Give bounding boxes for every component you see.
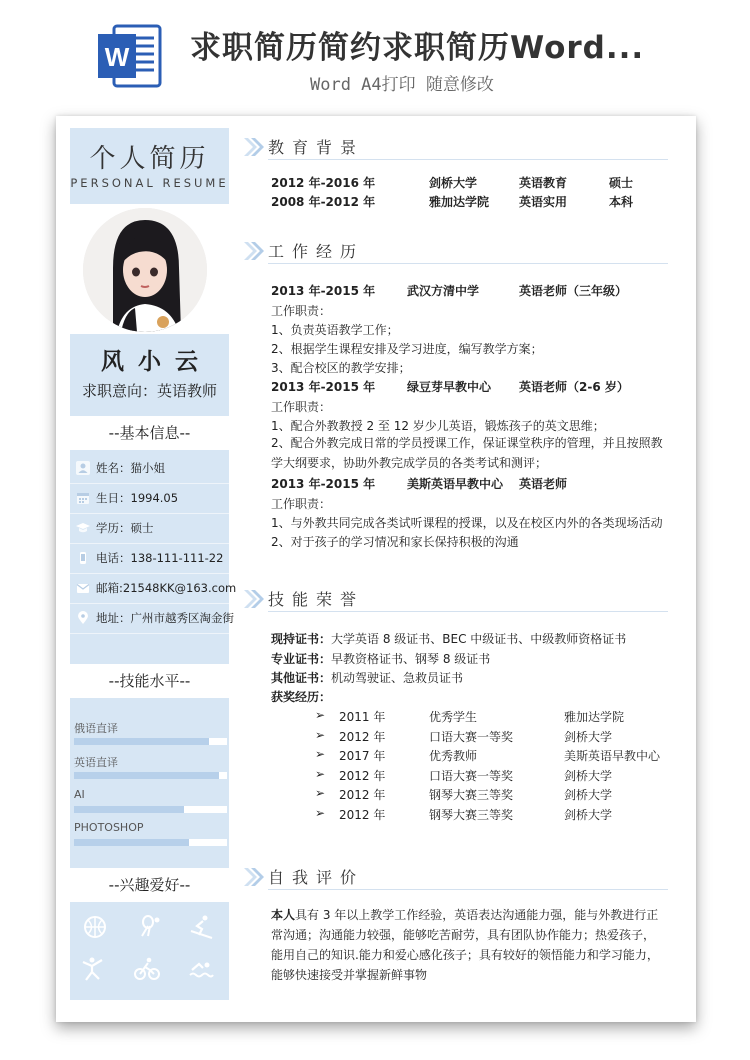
edu-period: 2012 年-2016 年 (271, 176, 376, 190)
phone-icon (76, 551, 90, 565)
cert-row (271, 650, 490, 667)
location-pin-icon (76, 611, 90, 625)
award-name: 口语大赛一等奖 (429, 768, 514, 783)
cert-label: 其他证书： (271, 671, 332, 685)
award-year: 2012 年 (339, 768, 386, 783)
avatar (83, 208, 207, 332)
info-education: 学历：硕士 (96, 521, 154, 535)
info-name: 姓名：猫小姐 (96, 461, 165, 475)
double-chevron-icon (242, 240, 266, 262)
awards-label: 获奖经历： (271, 690, 332, 704)
education-title: 教育背景 (268, 138, 365, 157)
document-subtitle: Word A4打印 随意修改 (310, 75, 494, 95)
award-org: 剑桥大学 (564, 808, 613, 822)
gymnastics-icon (80, 956, 106, 982)
basic-info-heading: --基本信息-- (70, 416, 229, 450)
self-eval-lead: 本人 (271, 908, 296, 922)
resume-title-en: PERSONAL RESUME (70, 176, 229, 190)
job-role: 英语老师（三年级） (519, 284, 628, 298)
work-title: 工作经历 (268, 242, 365, 261)
job-duty: 2、配合外教完成日常的学员授课工作，保证课堂秩序的管理，并且按照教学大纲要求，协助外教完成学员的各类考试和测评； (271, 436, 663, 470)
self-eval-body: 具有 3 年以上教学工作经验，英语表达沟通能力强，能与外教进行正常沟通；沟通能力较强，能够吃苦耐劳，具有团队协作能力；热爱孩子，能用自己的知识.能力和爱心感化孩子；具有较好的领悟能力和学习能力，能够快速接受并掌握新鲜事物 (271, 908, 659, 982)
cert-row (271, 630, 626, 647)
job-intent: 求职意向：英语教师 (81, 382, 217, 400)
section-divider (268, 263, 668, 264)
award-bullet-icon: ➢ (315, 747, 326, 762)
edu-degree: 本科 (609, 195, 634, 209)
self-eval-title: 自我评价 (268, 868, 365, 887)
hobbies-heading: --兴趣爱好-- (70, 868, 229, 902)
document-title: 求职简历简约求职简历Word... (190, 30, 645, 66)
info-email: 邮箱:21548KK@163.com (96, 581, 237, 595)
skills-level-heading: --技能水平-- (70, 664, 229, 698)
award-name: 优秀学生 (429, 710, 478, 724)
info-row-phone (70, 544, 229, 574)
job-duty: 3、配合校区的教学安排； (271, 361, 411, 375)
job-company: 绿豆芽早教中心 (407, 380, 492, 394)
award-name: 口语大赛一等奖 (429, 729, 514, 744)
section-divider (268, 611, 668, 612)
svg-text:W: W (104, 42, 130, 72)
person-icon (76, 461, 90, 475)
swimming-icon (188, 956, 214, 982)
job-duty-label: 工作职责： (271, 304, 332, 318)
job-company: 武汉方清中学 (407, 284, 480, 298)
calendar-icon (76, 491, 90, 505)
double-chevron-icon (242, 136, 266, 158)
cert-row (271, 669, 463, 686)
award-name: 钢琴大赛三等奖 (429, 808, 514, 822)
cert-label: 专业证书： (271, 652, 332, 666)
award-org: 剑桥大学 (564, 768, 613, 783)
skill-bar-track (74, 839, 227, 846)
job-period: 2013 年-2015 年 (271, 477, 376, 491)
edu-major: 英语实用 (519, 195, 568, 209)
section-divider (268, 159, 668, 160)
info-row-name (70, 454, 229, 484)
skill-bar-fill (74, 839, 189, 846)
basketball-icon (82, 914, 108, 940)
award-bullet-icon: ➢ (315, 708, 326, 722)
double-chevron-icon (242, 866, 266, 888)
education-section-header (242, 134, 668, 162)
edu-school: 剑桥大学 (429, 176, 478, 190)
skill-label: 俄语直译 (74, 722, 118, 735)
edu-period: 2008 年-2012 年 (271, 195, 376, 209)
job-company: 美斯英语早教中心 (407, 477, 504, 491)
work-section-header (242, 238, 668, 266)
job-duty: 2、对于孩子的学习情况和家长保持积极的沟通 (271, 535, 519, 549)
info-phone: 电话：138-111-111-22 (96, 551, 224, 565)
award-name: 钢琴大赛三等奖 (429, 788, 514, 803)
resume-page (56, 116, 696, 1022)
cert-value: 大学英语 8 级证书、BEC 中级证书、中级教师资格证书 (331, 632, 627, 646)
skill-label: AI (74, 788, 85, 801)
honors-section-header (242, 586, 668, 614)
skill-label: 英语直译 (74, 756, 118, 769)
job-duty: 1、配合外教教授 2 至 12 岁少儿英语，锻炼孩子的英文思维； (271, 419, 605, 433)
job-period: 2013 年-2015 年 (271, 380, 376, 394)
edu-major: 英语教育 (519, 176, 568, 190)
award-org: 剑桥大学 (564, 788, 613, 803)
award-bullet-icon: ➢ (315, 806, 326, 820)
award-bullet-icon: ➢ (315, 766, 326, 781)
edu-degree: 硕士 (609, 176, 634, 190)
info-address: 地址：广州市越秀区淘金街 (96, 611, 234, 625)
graduation-cap-icon (76, 521, 90, 535)
honors-title: 技能荣誉 (268, 590, 365, 609)
skill-label: PHOTOSHOP (74, 821, 144, 834)
info-row-education (70, 514, 229, 544)
award-bullet-icon: ➢ (315, 786, 326, 801)
word-icon (96, 22, 164, 90)
envelope-icon (76, 581, 90, 595)
job-duty: 1、与外教共同完成各类试听课程的授课，以及在校区内外的各类现场活动 (271, 516, 663, 530)
skiing-icon (188, 914, 214, 940)
cert-label: 现持证书： (271, 632, 332, 646)
award-year: 2017 年 (339, 749, 386, 764)
avatar-illustration (83, 208, 207, 332)
skill-bar-fill (74, 806, 184, 813)
cert-value: 早教资格证书、钢琴 8 级证书 (331, 652, 491, 666)
edu-school: 雅加达学院 (429, 195, 490, 209)
resume-title: 个人简历 (89, 144, 210, 174)
info-row-email (70, 574, 237, 604)
award-org: 雅加达学院 (564, 710, 625, 724)
tennis-icon (136, 914, 162, 940)
skill-bar-track (74, 806, 227, 813)
section-divider (268, 889, 668, 890)
cert-value: 机动驾驶证、急救员证书 (331, 671, 464, 685)
double-chevron-icon (242, 588, 266, 610)
resume-sidebar (70, 128, 237, 1000)
info-row-birthday (70, 484, 229, 514)
skill-bar-track (74, 738, 227, 745)
award-year: 2012 年 (339, 788, 386, 803)
cycling-icon (134, 956, 160, 982)
skill-item (74, 821, 227, 839)
job-period: 2013 年-2015 年 (271, 284, 376, 298)
award-bullet-icon: ➢ (315, 727, 326, 742)
job-role: 英语老师（2-6 岁） (519, 380, 629, 394)
skill-item (74, 720, 227, 738)
award-org: 美斯英语早教中心 (564, 749, 661, 764)
candidate-name: 风小云 (101, 349, 212, 375)
award-year: 2011 年 (339, 710, 386, 724)
award-year: 2012 年 (339, 729, 386, 744)
info-birthday: 生日：1994.05 (96, 491, 179, 505)
document-header (0, 0, 750, 110)
award-name: 优秀教师 (429, 749, 478, 764)
self-eval-text (271, 905, 664, 985)
self-eval-section-header (242, 864, 668, 892)
job-duty: 1、负责英语教学工作； (271, 323, 399, 337)
skill-bar-fill (74, 772, 219, 779)
skill-item (74, 788, 227, 806)
job-duty-label: 工作职责： (271, 400, 332, 414)
info-row-address (70, 604, 234, 634)
skill-bar-fill (74, 738, 209, 745)
award-year: 2012 年 (339, 808, 386, 822)
award-org: 剑桥大学 (564, 729, 613, 744)
skill-bar-track (74, 772, 227, 779)
job-role: 英语老师 (519, 477, 568, 491)
job-duty: 2、根据学生课程安排及学习进度，编写教学方案； (271, 342, 543, 356)
job-duty-label: 工作职责： (271, 497, 332, 511)
skill-item (74, 754, 227, 772)
